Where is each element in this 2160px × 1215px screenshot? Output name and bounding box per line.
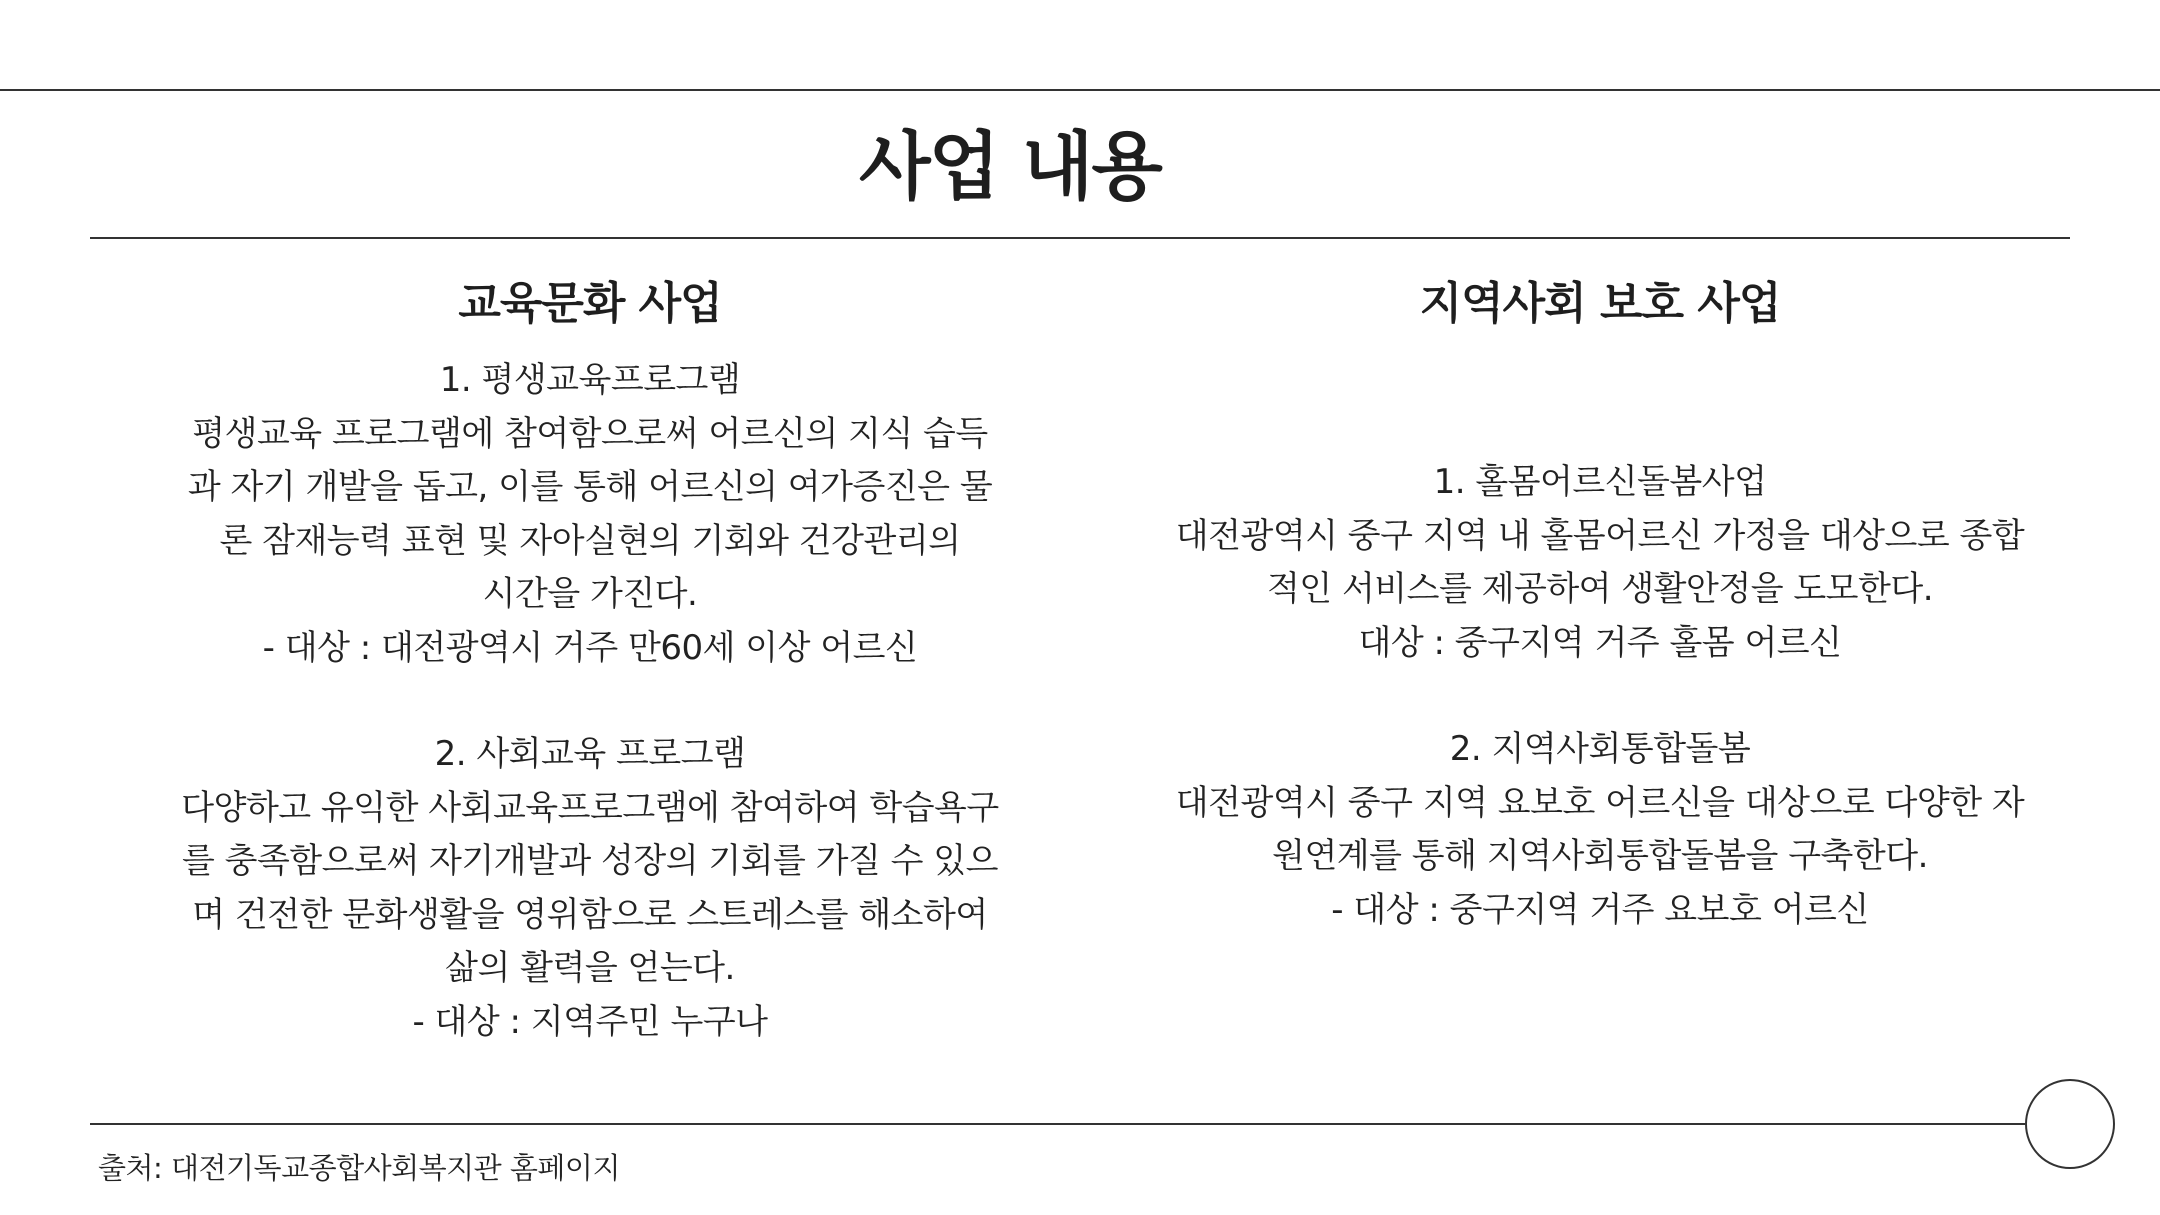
- program-description-line: 를 충족함으로써 자기개발과 성장의 기회를 가질 수 있으: [181, 841, 999, 881]
- program-description-line: 대전광역시 중구 지역 요보호 어르신을 대상으로 다양한 자: [1175, 782, 2025, 823]
- title-divider: [90, 237, 2070, 239]
- program-title: 2. 사회교육 프로그램: [434, 734, 746, 774]
- program-description-line: 원연계를 통해 지역사회통합돌봄을 구축한다.: [1272, 836, 1928, 876]
- program-item: [1080, 456, 2120, 670]
- decorative-circle: [2025, 1079, 2115, 1169]
- program-description-line: 시간을 가진다.: [482, 574, 698, 614]
- program-description-line: 삶의 활력을 얻는다.: [445, 948, 735, 988]
- program-target: 대상 : 중구지역 거주 홀몸 어르신: [1358, 622, 1842, 663]
- community-care-column: [1080, 270, 2120, 937]
- program-description-line: 다양하고 유익한 사회교육프로그램에 참여하여 학습욕구: [181, 787, 999, 828]
- program-target: - 대상 : 중구지역 거주 요보호 어르신: [1331, 889, 1869, 930]
- program-description-line: 적인 서비스를 제공하여 생활안정을 도모한다.: [1266, 569, 1934, 609]
- education-culture-column: [140, 270, 1040, 1049]
- program-item: [140, 728, 1040, 1049]
- source-note: 출처: 대전기독교종합사회복지관 홈페이지: [98, 1151, 620, 1185]
- footer-divider: [90, 1123, 2025, 1125]
- program-item: [1080, 723, 2120, 937]
- program-description-line: 평생교육 프로그램에 참여함으로써 어르신의 지식 습득: [192, 413, 988, 454]
- program-description-line: 며 건전한 문화생활을 영위함으로 스트레스를 해소하여: [192, 894, 988, 935]
- program-target: - 대상 : 지역주민 누구나: [412, 1001, 768, 1042]
- column-heading: 지역사회 보호 사업: [1419, 278, 1781, 329]
- program-title: 1. 홀몸어르신돌봄사업: [1433, 462, 1767, 502]
- column-heading: 교육문화 사업: [458, 278, 722, 329]
- program-description-line: 론 잠재능력 표현 및 자아실현의 기회와 건강관리의: [219, 520, 961, 561]
- program-description-line: 과 자기 개발을 돕고, 이를 통해 어르신의 여가증진은 물: [187, 467, 993, 507]
- page-title: 사업 내용: [859, 124, 1161, 210]
- program-item: [140, 354, 1040, 675]
- program-title: 1. 평생교육프로그램: [439, 360, 741, 400]
- program-target: - 대상 : 대전광역시 거주 만60세 이상 어르신: [262, 627, 918, 668]
- program-description-line: 대전광역시 중구 지역 내 홀몸어르신 가정을 대상으로 종합: [1175, 515, 2025, 556]
- top-divider: [0, 89, 2160, 91]
- program-title: 2. 지역사회통합돌봄: [1449, 729, 1751, 769]
